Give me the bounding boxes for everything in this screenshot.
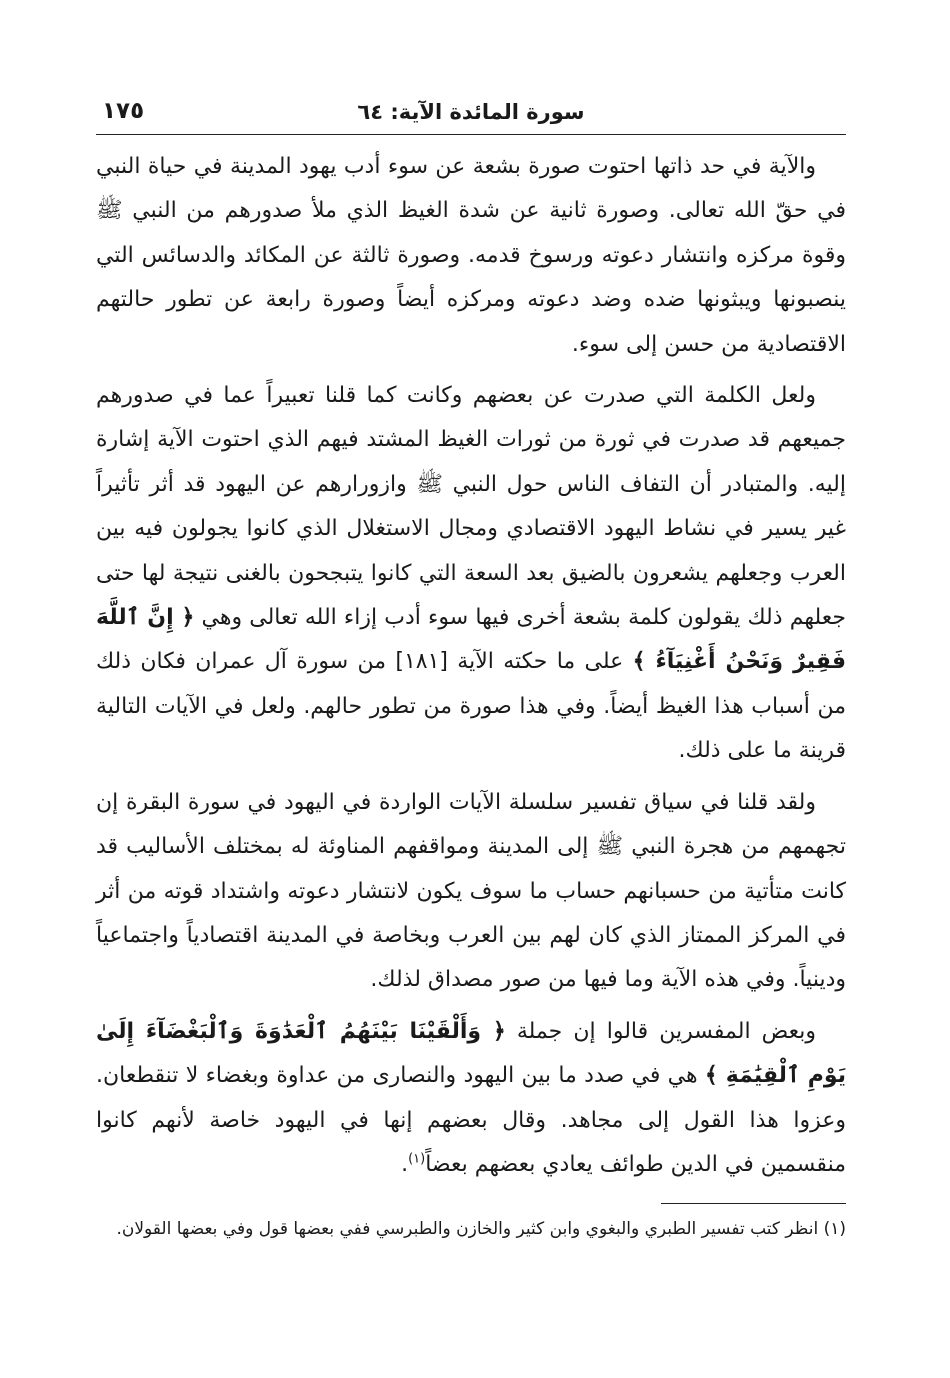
- page-number: ١٧٥: [102, 98, 145, 124]
- paragraph-text: على ما حكته الآية [١٨١] من سورة آل عمران فكان ذلك من أسباب هذا الغيظ أيضاً. وفي هذا صورة من تطور حالهم. ولعل في الآيات التالية قرينة ما على ذلك.: [96, 649, 846, 764]
- footnotes: [96, 1212, 846, 1246]
- body-text: [96, 145, 846, 1187]
- paragraph-1: [96, 145, 846, 367]
- paragraph-2: [96, 374, 846, 774]
- book-page: [96, 90, 846, 1246]
- page-header: [96, 90, 846, 135]
- paragraph-text: والآية في حد ذاتها احتوت صورة بشعة عن سوء أدب يهود المدينة في حياة النبي في حقّ الله تعالى. وصورة ثانية عن شدة الغيظ الذي ملأ صدورهم من النبي ﷺ وقوة مركزه وانتشار دعوته ورسوخ قدمه. وصورة ثالثة عن المكائد والدسائس التي ينصبونها ويبثونها ضده وضد دعوته ومركزه أيضاً وصورة رابعة عن تطور حالتهم الاقتصادية من حسن إلى سوء.: [96, 154, 846, 357]
- closing-mark: .: [401, 1151, 409, 1177]
- paragraph-text: وبعض المفسرين قالوا إن جملة: [505, 1018, 816, 1044]
- quran-verse: ﴿ وَأَلْقَيْنَا بَيْنَهُمُ ٱلْعَدَٰوَةَ وَٱلْبَغْضَآءَ إِلَىٰ يَوْمِ ٱلْقِيَٰمَةِ ﴾: [96, 1018, 846, 1089]
- quran-verse: ﴿ إِنَّ ٱللَّهَ فَقِيرٌ وَنَحْنُ أَغْنِيَآءُ ﴾: [96, 605, 846, 675]
- paragraph-text: ولقد قلنا في سياق تفسير سلسلة الآيات الواردة في اليهود في سورة البقرة إن تجهمهم من هجرة النبي ﷺ إلى المدينة ومواقفهم المناوئة له بمختلف الأساليب قد كانت متأتية من حسبانهم حساب ما سوف يكون لانتشار دعوته واشتداد قوته من أثر في المركز الممتاز الذي كان لهم بين العرب وبخاصة في المدينة اقتصادياً واجتماعياً ودينياً. وفي هذه الآية وما فيها من صور مصداق لذلك.: [96, 789, 846, 993]
- paragraph-text: ولعل الكلمة التي صدرت عن بعضهم وكانت كما قلنا تعبيراً عما في صدورهم جميعهم قد صدرت في ثورة من ثورات الغيظ المشتد فيهم الذي احتوت الآية إشارة إليه. والمتبادر أن التفاف الناس حول النبي ﷺ وازورارهم عن اليهود قد أثر تأثيراً غير يسير في نشاط اليهود الاقتصادي ومجال الاستغلال الذي كانوا يجولون فيه بين العرب وجعلهم يشعرون بالضيق بعد السعة التي كانوا يتبجحون بالغنى نتيجة لها حتى جعلهم ذلك يقولون كلمة بشعة أخرى فيها سوء أدب إزاء الله تعالى وهي: [96, 383, 846, 631]
- footnote-reference: (١): [408, 1151, 426, 1167]
- paragraph-3: [96, 781, 846, 1003]
- paragraph-4: [96, 1010, 846, 1188]
- paragraph-text: هي في صدد ما بين اليهود والنصارى من عداوة وبغضاء لا تنقطعان. وعزوا هذا القول إلى مجاهد. وقال بعضهم إنها في اليهود خاصة لأنهم كانوا منقسمين في الدين طوائف يعادي بعضهم بعضاً: [96, 1063, 846, 1177]
- footnote-1: (١) انظر كتب تفسير الطبري والبغوي وابن كثير والخازن والطبرسي ففي بعضها قول وفي بعضها القولان.: [116, 1219, 846, 1240]
- footnote-separator: [661, 1203, 846, 1204]
- running-title: سورة المائدة الآية: ٦٤: [357, 100, 585, 124]
